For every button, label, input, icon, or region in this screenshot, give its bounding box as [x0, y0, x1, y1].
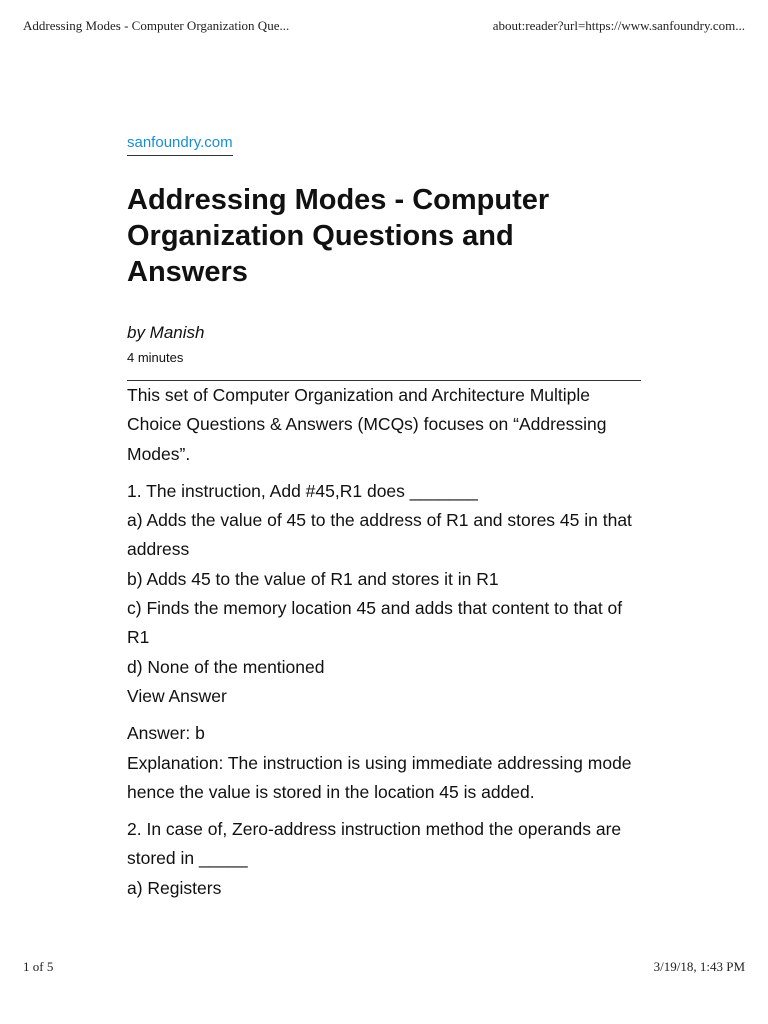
answer-text: Answer: b — [127, 723, 205, 744]
page-tab-title: Addressing Modes - Computer Organization Que... — [23, 18, 290, 33]
page-number: 1 of 5 — [23, 959, 54, 974]
print-header — [23, 18, 745, 38]
question-block — [127, 477, 641, 711]
question-block — [127, 815, 641, 903]
source-domain-link[interactable]: sanfoundry.com — [127, 134, 233, 156]
print-footer — [23, 959, 745, 979]
answer-option: b) Adds 45 to the value of R1 and stores it in R1 — [127, 568, 499, 589]
intro-paragraph: This set of Computer Organization and Architecture Multiple Choice Questions & Answers (MCQs) focuses on “Addressing Modes”. — [127, 385, 607, 464]
answer-option: c) Finds the memory location 45 and adds that content to that of R1 — [127, 598, 623, 648]
article-byline: by Manish — [127, 323, 205, 342]
question-text: 2. In case of, Zero-address instruction method the operands are stored in _____ — [127, 819, 622, 869]
question-text: 1. The instruction, Add #45,R1 does _______ — [127, 480, 478, 501]
answer-block — [127, 719, 641, 807]
explanation-text: Explanation: The instruction is using immediate addressing mode hence the value is stored in the location 45 is added. — [127, 752, 632, 802]
reader-article — [127, 134, 641, 903]
print-datetime: 3/19/18, 1:43 PM — [653, 959, 745, 974]
reading-time: 4 minutes — [127, 350, 184, 365]
page-url: about:reader?url=https://www.sanfoundry.com... — [492, 18, 745, 33]
answer-option: d) None of the mentioned — [127, 656, 325, 677]
answer-option: a) Adds the value of 45 to the address of R1 and stores 45 in that address — [127, 510, 632, 560]
view-answer-link[interactable]: View Answer — [127, 685, 227, 706]
answer-option: a) Registers — [127, 877, 222, 898]
article-body — [127, 381, 641, 903]
article-title: Addressing Modes - Computer Organization Questions and Answers — [127, 184, 550, 288]
